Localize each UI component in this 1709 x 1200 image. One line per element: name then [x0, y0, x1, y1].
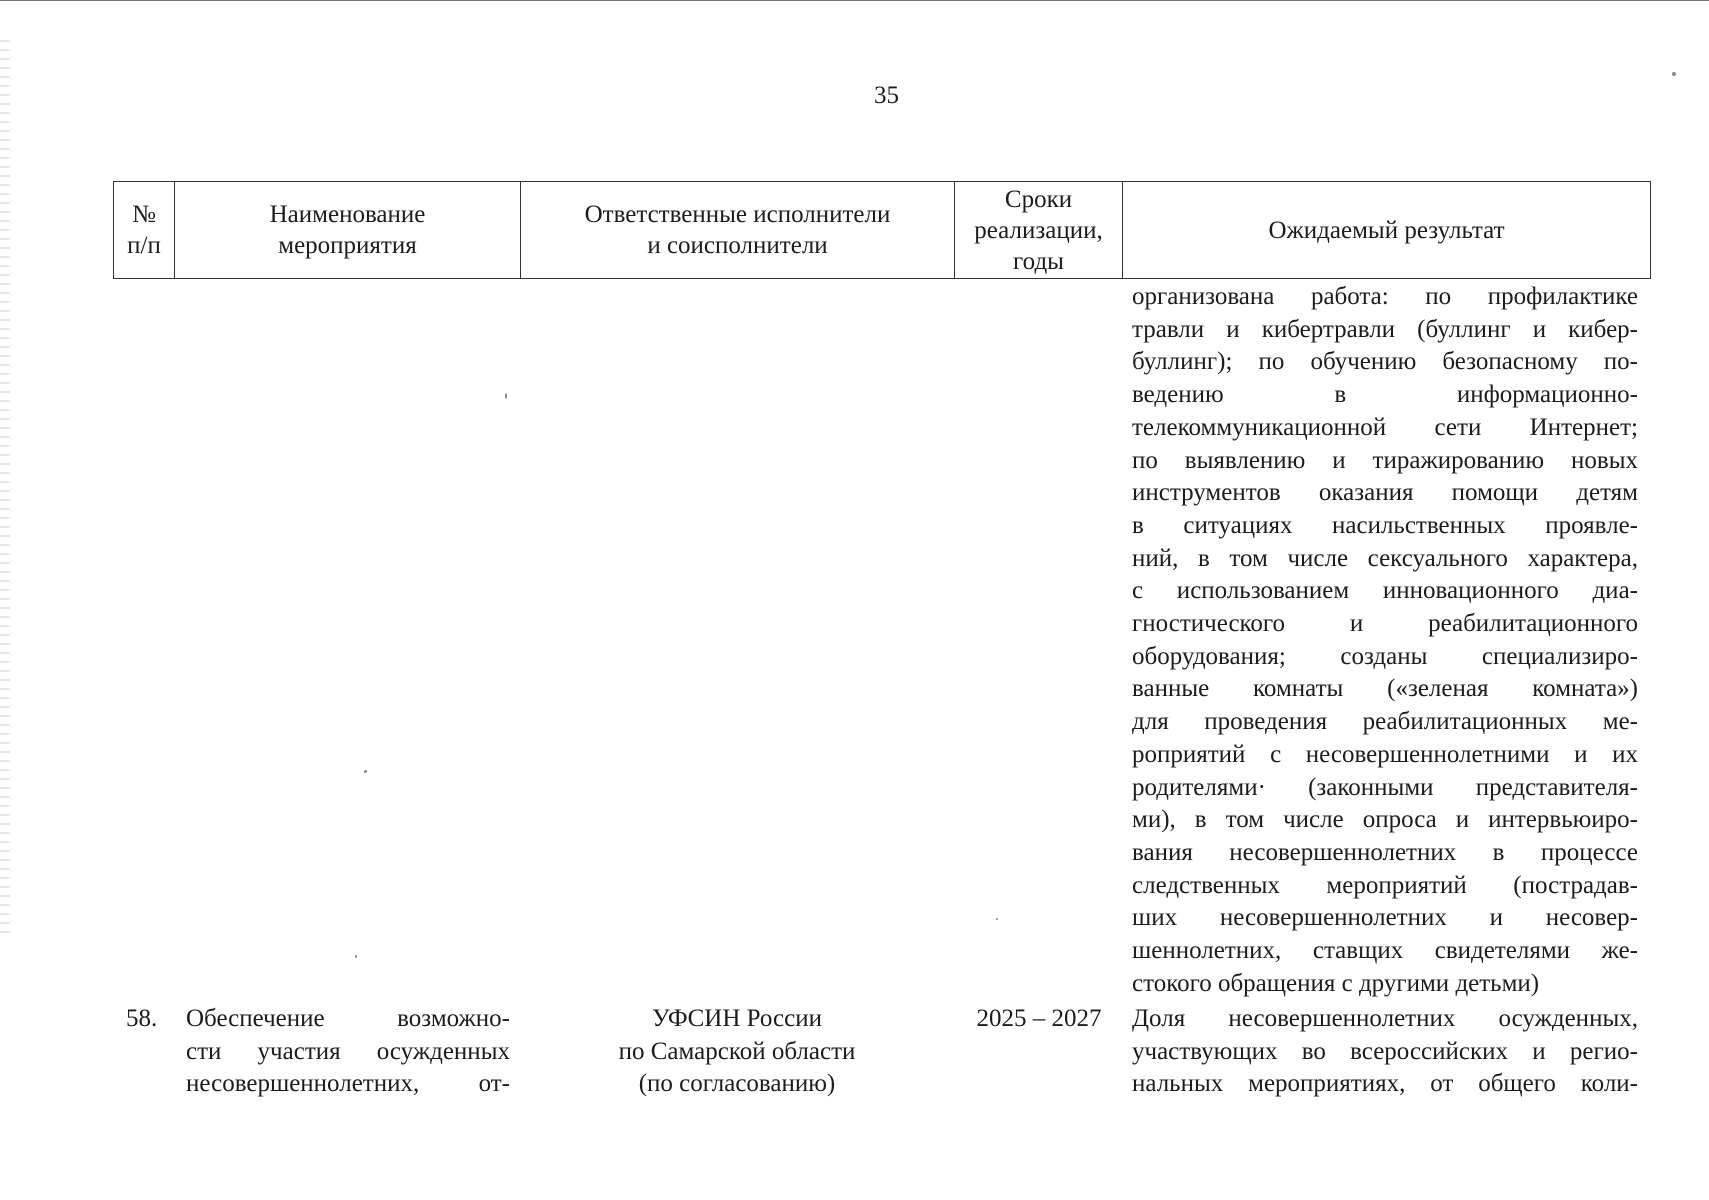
row-58-responsible: УФСИН России по Самарской области (по согласованию)	[618, 1005, 856, 1098]
scan-speck	[996, 918, 998, 920]
header-number-column: № п/п	[114, 182, 175, 279]
scan-left-edge-noise	[0, 40, 10, 940]
continued-result-text: организована работа: по профилактике травли и кибертравли (буллинг и кибер- буллинг); по обучению безопасному по- ведению в информационно- телекоммуникационной сети Интернет; по выявлению и тиражированию новых инструментов оказания помощи детям в ситуациях насильственных проявле- ний, в том числе сексуального характера, с использованием инновационного диа- гностического и реабилитационного оборудования; созданы специализиро- ванные комнаты («зеленая комната») для проведения реабилитационных ме- роприятий с несовершеннолетними и их родителями· (законными представителя- ми), в том числе опроса и интервьюиро- вания несовершеннолетних в процессе следственных мероприятий (пострадав- ших несовершеннолетних и несовер- шеннолетних, ставщих свидетелями же- стокого обращения с другими детьми)	[1132, 283, 1638, 997]
row-58-expected-result: Доля несовершеннолетних осужденных, участвующих во всероссийских и регио- нальных мероприятиях, от общего коли-	[1132, 1005, 1638, 1098]
header-responsible-column: Ответственные исполнители и соисполнители	[521, 182, 955, 279]
scan-speck	[364, 770, 367, 773]
row-58-event-name: Обеспечение возможно- сти участия осужденных несовершеннолетних, от-	[186, 1005, 510, 1098]
scan-speck	[1672, 72, 1676, 76]
row-58-number: 58.	[126, 1005, 158, 1032]
page-number: 35	[874, 82, 899, 109]
scan-speck	[355, 955, 357, 958]
header-expected-result-column: Ожидаемый результат	[1123, 182, 1651, 279]
header-event-name-column: Наименование мероприятия	[175, 182, 521, 279]
row-58-term: 2025 – 2027	[976, 1005, 1102, 1032]
scan-speck	[505, 393, 507, 399]
scan-top-edge	[0, 0, 1709, 1]
header-term-column: Сроки реализации, годы	[955, 182, 1123, 279]
table-header	[113, 181, 1651, 279]
